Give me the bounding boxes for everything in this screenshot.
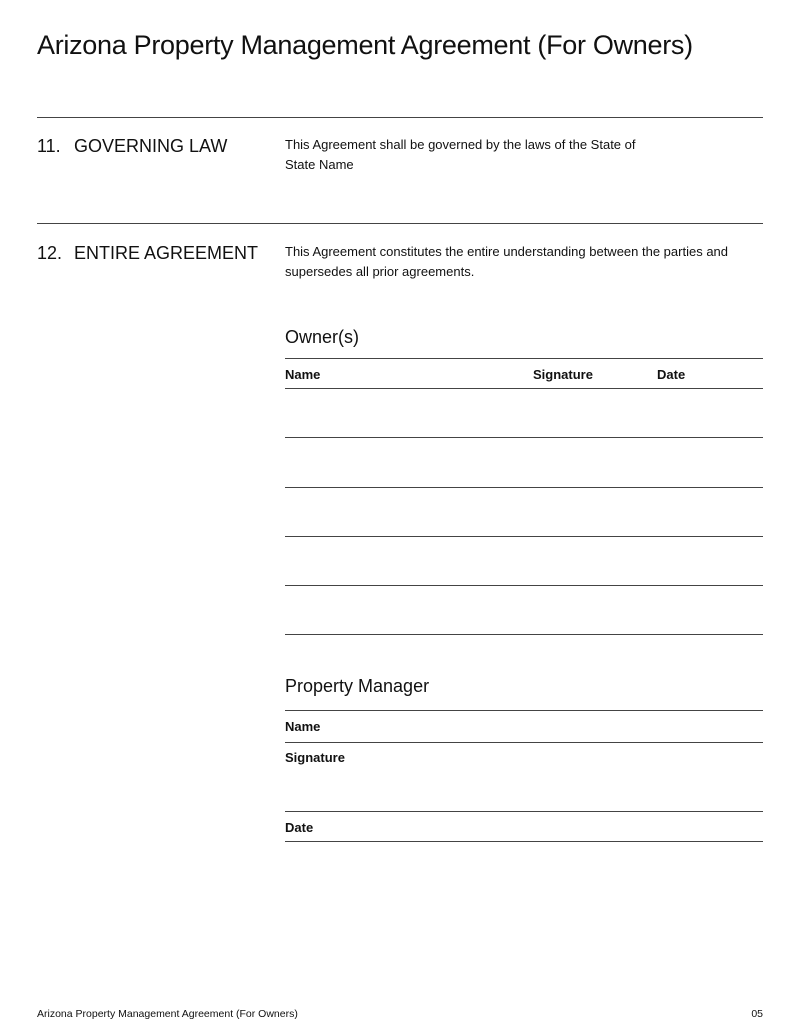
owner-signature-row[interactable] bbox=[285, 389, 763, 437]
column-header-signature: Signature bbox=[533, 367, 593, 382]
owner-signature-row[interactable] bbox=[285, 488, 763, 536]
section-title: GOVERNING LAW bbox=[74, 136, 228, 156]
section-number: 11. bbox=[37, 136, 61, 156]
manager-name-field[interactable]: Name bbox=[285, 719, 321, 734]
section-title: ENTIRE AGREEMENT bbox=[74, 243, 259, 263]
section-divider bbox=[37, 117, 763, 118]
manager-signature-field[interactable]: Signature bbox=[285, 750, 345, 765]
page-title: Arizona Property Management Agreement (For Owners) bbox=[37, 30, 693, 60]
footer-document-title: Arizona Property Management Agreement (For Owners) bbox=[37, 1008, 298, 1020]
manager-date-rule bbox=[285, 841, 763, 842]
manager-top-rule bbox=[285, 710, 763, 711]
section-number: 12. bbox=[37, 243, 63, 263]
manager-signature-rule bbox=[285, 811, 763, 812]
section-body-line: This Agreement shall be governed by the laws of the State of bbox=[285, 137, 636, 152]
state-name-placeholder[interactable]: State Name bbox=[285, 156, 354, 172]
manager-name-rule bbox=[285, 742, 763, 743]
owners-table-top-rule bbox=[285, 358, 763, 359]
owners-heading: Owner(s) bbox=[285, 327, 360, 347]
owner-row-rule bbox=[285, 634, 763, 635]
footer-page-number: 05 bbox=[751, 1008, 763, 1020]
column-header-name: Name bbox=[285, 367, 321, 382]
section-divider bbox=[37, 223, 763, 224]
owner-signature-row[interactable] bbox=[285, 537, 763, 585]
section-body bbox=[285, 135, 755, 174]
manager-heading: Property Manager bbox=[285, 676, 430, 696]
owner-signature-row[interactable] bbox=[285, 586, 763, 634]
section-body: This Agreement constitutes the entire understanding between the parties and supersedes all prior agreements. bbox=[285, 244, 729, 279]
manager-date-field[interactable]: Date bbox=[285, 820, 314, 835]
owner-signature-row[interactable] bbox=[285, 438, 763, 486]
column-header-date: Date bbox=[657, 367, 686, 382]
